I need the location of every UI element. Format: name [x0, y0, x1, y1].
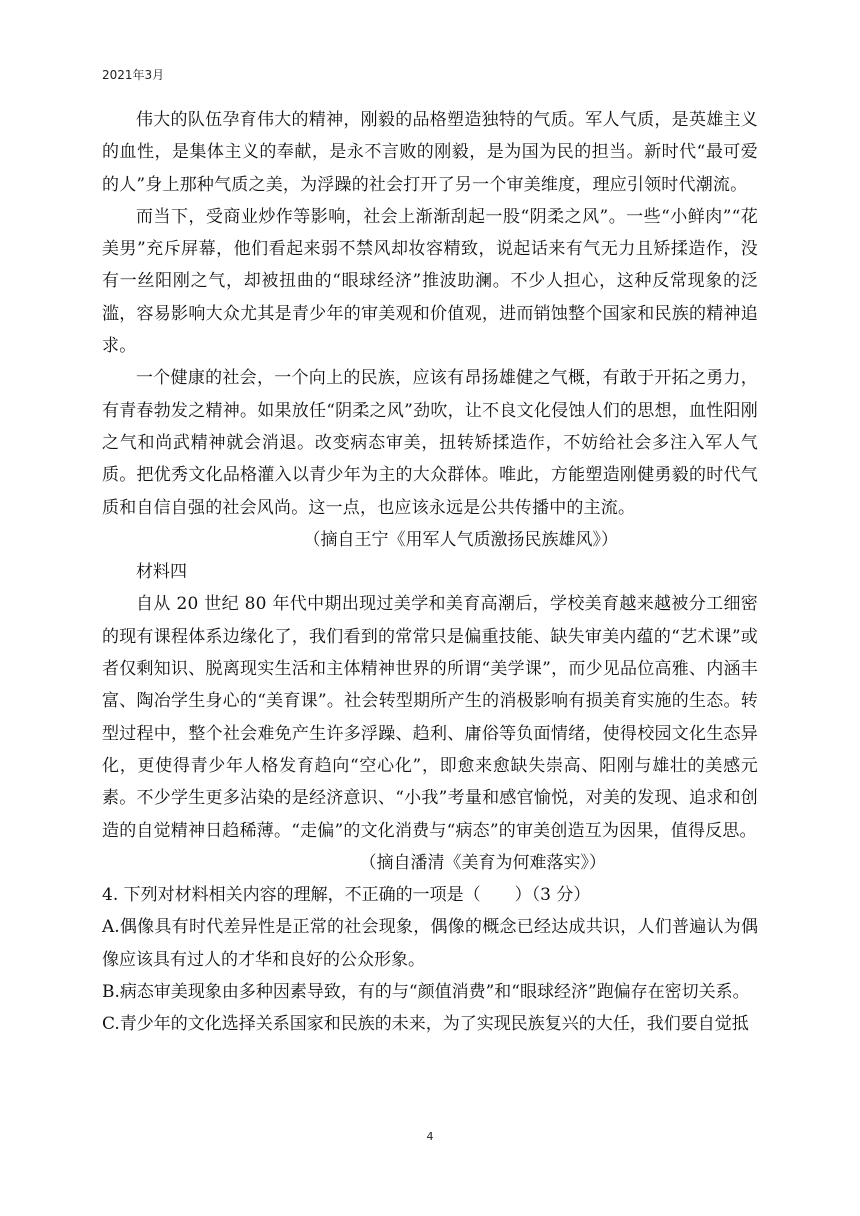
material-label: 材料四 [136, 562, 187, 583]
paragraph: 而当下，受商业炒作等影响，社会上渐渐刮起一股“阴柔之风”。一些“小鲜肉”“花美男”充斥屏幕，他们看起来弱不禁风却妆容精致，说起话来有气无力且矫揉造作，没有一丝阳刚之气，却被扭曲的“眼球经济”推波助澜。不少人担心，这种反常现象的泛滥，容易影响大众尤其是青少年的审美观和价值观，进而销蚀整个国家和民族的精神追求。 [102, 206, 758, 357]
option-c: C.青少年的文化选择关系国家和民族的未来，为了实现民族复兴的大任，我们要自觉抵 [102, 1014, 749, 1035]
page-header-date: 2021年3月 [102, 68, 165, 82]
source-citation: （摘自潘清《美育为何难落实》） [359, 852, 606, 873]
paragraph: 自从 20 世纪 80 年代中期出现过美学和美育高潮后，学校美育越来越被分工细密的现有课程体系边缘化了，我们看到的常常只是偏重技能、缺失审美内蕴的“艺术课”或者仅剩知识、脱离现实生活和主体精神世界的所谓“美学课”，而少见品位高雅、内涵丰富、陶冶学生身心的“美育课”。社会转型期所产生的消极影响有损美育实施的生态。转型过程中，整个社会难免产生许多浮躁、趋利、庸俗等负面情绪，使得校园文化生态异化，更使得青少年人格发育趋向“空心化”，即愈来愈缺失崇高、阳刚与雄壮的美感元素。不少学生更多沾染的是经济意识、“小我”考量和感官愉悦，对美的发现、追求和创造的自觉精神日趋稀薄。“走偏”的文化消费与“病态”的审美创造互为因果，值得反思。 [102, 594, 758, 841]
option-a: A.偶像具有时代差异性是正常的社会现象，偶像的概念已经达成共识，人们普遍认为偶像应该具有过人的才华和良好的公众形象。 [102, 917, 758, 970]
source-citation: （摘自王宁《用军人气质激扬民族雄风》） [303, 529, 618, 550]
document-body [102, 104, 758, 1041]
option-b: B.病态审美现象由多种因素导致，有的与“颜值消费”和“眼球经济”跑偏存在密切关系。 [102, 982, 750, 1003]
question-stem: 4. 下列对材料相关内容的理解，不正确的一项是（ ）（3 分） [102, 885, 591, 906]
page-number: 4 [426, 1130, 434, 1143]
paragraph: 伟大的队伍孕育伟大的精神，刚毅的品格塑造独特的气质。军人气质，是英雄主义的血性，是集体主义的奉献，是永不言败的刚毅，是为国为民的担当。新时代“最可爱的人”身上那种气质之美，为浮躁的社会打开了另一个审美维度，理应引领时代潮流。 [102, 110, 758, 195]
paragraph: 一个健康的社会，一个向上的民族，应该有昂扬雄健之气概，有敢于开拓之勇力，有青春勃发之精神。如果放任“阴柔之风”劲吹，让不良文化侵蚀人们的思想，血性阳刚之气和尚武精神就会消退。改变病态审美，扭转矫揉造作，不妨给社会多注入军人气质。把优秀文化品格灌入以青少年为主的大众群体。唯此，方能塑造刚健勇毅的时代气质和自信自强的社会风尚。这一点，也应该永远是公共传播中的主流。 [102, 368, 758, 518]
